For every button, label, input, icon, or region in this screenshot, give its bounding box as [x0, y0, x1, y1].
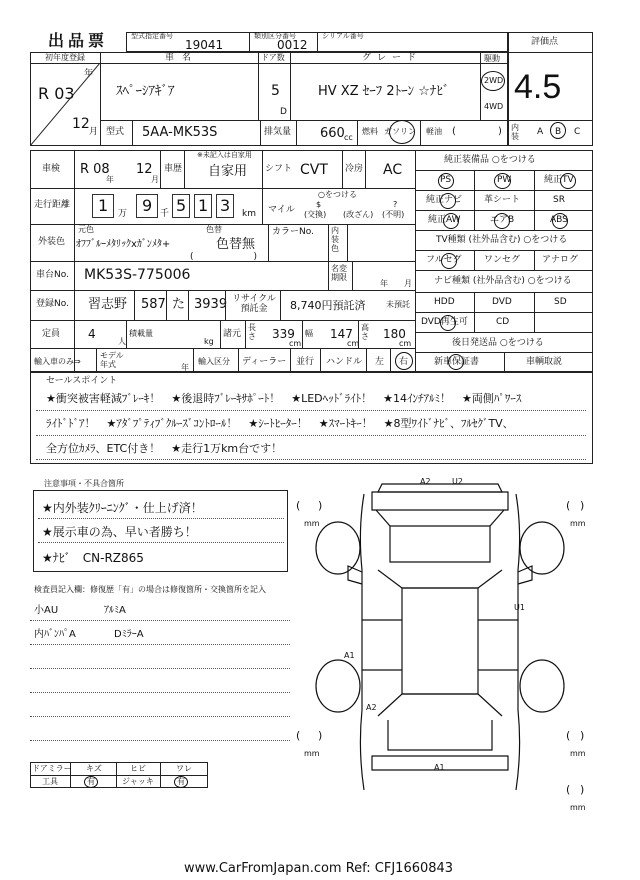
ac: AC: [383, 162, 403, 178]
color-label: 外装色: [38, 237, 66, 247]
length-unit: cm: [289, 339, 302, 348]
inspection-month-unit: 月: [151, 175, 159, 184]
navi-sd: SD: [554, 297, 567, 307]
name-change-month: 月: [404, 279, 412, 288]
sales-line-1: ★衝突被害軽減ﾌﾞﾚｰｷ！ ★後退時ﾌﾞﾚｰｷｻﾎﾟｰﾄ！ ★LEDﾍｯﾄﾞﾗｲﾄ！ ★14ｲﾝﾁｱﾙﾐ！ ★両側ﾊﾟﾜｰｽ: [46, 392, 522, 405]
mark-a2-rear: A2: [366, 703, 377, 712]
tread-spare-close: ): [580, 783, 585, 796]
usage: 自家用: [208, 164, 248, 179]
inspector-1a: 小AU: [34, 605, 59, 616]
tv-full: フルセグ: [426, 255, 462, 265]
capacity-label: 定員: [42, 329, 61, 339]
eq-ps: PS: [440, 175, 452, 185]
tread-spare-open: (: [566, 783, 571, 796]
tamper: (改ざん): [343, 210, 374, 219]
mileage-digit-3: 5: [176, 196, 187, 215]
mileage-digit-4: 1: [198, 196, 209, 215]
docs-manual: 車輌取説: [526, 357, 563, 367]
legend-tools: 工具: [42, 777, 58, 786]
drive-4wd: 4WD: [484, 102, 504, 111]
legend-mirror: ドアミラー: [32, 764, 72, 773]
color-change: 色替無: [216, 237, 256, 252]
mileage-km: km: [242, 209, 256, 219]
legend-scratch: キズ: [86, 764, 102, 773]
eq-tv-circle: [560, 173, 576, 189]
width-unit: cm: [347, 339, 360, 348]
doors-label: ドア数: [261, 53, 285, 62]
eq-sr: SR: [553, 195, 565, 205]
mileage-label: 走行距離: [34, 200, 71, 210]
car-name-label: 車名: [165, 53, 200, 63]
width-label: 幅: [305, 329, 313, 338]
inspector-2a: 内ﾊﾞﾝﾊﾟA: [34, 629, 76, 640]
legend-break: ワレ: [176, 764, 192, 773]
capacity: 4: [88, 327, 96, 341]
height-label: 高さ: [361, 323, 369, 341]
legend-jack: ジャッキ: [122, 777, 154, 786]
plate-label: 登録No.: [36, 299, 69, 309]
type: 5AA-MK53S: [142, 125, 218, 140]
year-unit: 年: [84, 69, 94, 79]
interior-a: A: [537, 127, 544, 137]
inspector-label: 検査員記入欄：修復歴「有」の場合は修復箇所・交換箇所を記入: [34, 585, 266, 594]
dealer: ディーラー: [242, 357, 287, 367]
mileage-sen: 千: [160, 209, 170, 219]
mark-u1-side: U1: [514, 603, 525, 612]
interior-c: C: [574, 127, 581, 137]
tread-fl-close: ): [318, 499, 323, 512]
mileage-man: 万: [118, 209, 128, 219]
fuel-diesel: 軽油: [426, 127, 442, 136]
capacity-unit: 人: [118, 337, 126, 346]
form-title: 出品票: [48, 31, 109, 50]
eq-aw-circle: [443, 213, 459, 229]
note-line-1: ★内外装ｸﾘｰﾆﾝｸﾞ・仕上げ済！: [42, 501, 203, 515]
serial-label: シリアル番号: [322, 32, 364, 40]
unknown: (不明): [382, 210, 405, 219]
eq-airbag-circle: [494, 213, 510, 229]
import-label: 輸入車のみ⇒: [34, 357, 81, 366]
grade-score: 4.5: [514, 68, 562, 106]
grade-label: グレード: [362, 53, 423, 63]
shift: CVT: [300, 162, 328, 178]
color-no-label: カラーNo.: [272, 227, 314, 237]
mark-a2-front: A2: [420, 477, 431, 486]
tread-rl-unit: mm: [304, 749, 320, 758]
footer-ref: www.CarFromJapan.com Ref: CFJ1660843: [184, 861, 454, 876]
plate-class: 587: [141, 297, 166, 312]
plate-number: 3939: [194, 297, 228, 312]
dims-label: 諸元: [223, 329, 242, 339]
mark-a1-side: A1: [344, 651, 355, 660]
inspection-label: 車検: [42, 164, 61, 174]
tread-rl-open: (: [296, 729, 301, 742]
drive-2wd: 2WD: [484, 76, 504, 85]
fuel-bracket-open: (: [452, 126, 456, 137]
tv-one: ワンセグ: [484, 255, 521, 265]
month-unit: 月: [89, 127, 99, 137]
height: 180: [383, 327, 406, 341]
eq-ps-circle: [438, 173, 454, 189]
legend-crack: ヒビ: [130, 764, 146, 773]
recycle-amount: 8,740円預託済: [290, 299, 366, 312]
height-unit: cm: [399, 339, 412, 348]
model-year-unit: 年: [181, 363, 189, 372]
note-line-2: ★展示車の為、早い者勝ち！: [42, 525, 197, 539]
genuine-title: 純正装備品 ○をつける: [444, 155, 536, 165]
chassis-label: 車台No.: [36, 270, 69, 280]
mileage-digit-2: 9: [142, 196, 153, 215]
class-code: 0012: [277, 38, 308, 52]
displacement-label: 排気量: [264, 127, 292, 137]
car-name: ｽﾍﾟｰｼｱｷﾞｱ: [116, 84, 175, 99]
notes-label: 注意事項・不具合箇所: [44, 479, 124, 488]
interior-label: 内装: [511, 123, 519, 141]
docs-warranty-circle: [448, 354, 464, 370]
legend-tools-val: 有: [87, 777, 95, 786]
tread-fl-open: (: [296, 499, 301, 512]
displacement: 660: [320, 126, 345, 141]
fuel-bracket-close: ): [498, 126, 502, 137]
mark-u2-front: U2: [452, 477, 463, 486]
model-code-label: 型式指定番号: [131, 32, 173, 40]
chassis: MK53S-775006: [84, 267, 191, 283]
interior-color-label: 内装色: [331, 226, 339, 253]
navi-hdd: HDD: [434, 297, 455, 307]
plate-kana: た: [172, 297, 186, 312]
docs-warranty: 新車保証書: [434, 357, 480, 367]
grade-score-label: 評価点: [531, 37, 559, 47]
handle-left: 左: [375, 357, 385, 367]
eq-navi-circle: [440, 193, 456, 209]
door-type: D: [280, 107, 287, 117]
handle-label: ハンドル: [326, 357, 363, 367]
doors: 5: [271, 83, 280, 99]
displacement-unit: cc: [344, 133, 353, 142]
mileage-digit-5: 3: [220, 196, 231, 215]
fuel-gas: ガソリン: [384, 127, 416, 136]
tread-fr-unit: mm: [570, 519, 586, 528]
ac-label: 冷房: [345, 164, 364, 174]
inspection-month: 12: [136, 162, 153, 177]
inspector-2b: DﾐﾗｰA: [114, 629, 144, 640]
inspector-1b: ｱﾙﾐA: [104, 605, 126, 616]
mile-check-label: ○をつける: [318, 190, 357, 199]
tread-rr-open: (: [566, 729, 571, 742]
eq-airbag: エアB: [490, 215, 515, 225]
model-year-label: モデル年式: [100, 351, 124, 369]
import-type-label: 輸入区分: [198, 357, 230, 366]
tread-rr-unit: mm: [570, 749, 586, 758]
model-code: 19041: [185, 38, 224, 52]
tv-full-circle: [441, 253, 457, 269]
drive-label: 駆動: [484, 54, 500, 63]
navi-title: ナビ種類 (社外品含む) ○をつける: [434, 276, 572, 286]
navi-dvd-play: DVD再生可: [421, 317, 468, 327]
load-unit: kg: [204, 337, 214, 346]
navi-dvd: DVD: [492, 297, 512, 307]
tv-analog: アナログ: [542, 255, 579, 265]
first-reg-year: R 03: [38, 84, 75, 103]
eq-aw: 純正AW: [428, 215, 461, 225]
car-damage-diagram: [292, 470, 592, 820]
interior-circle: [550, 122, 566, 139]
recycle-none: 未預託: [386, 300, 410, 309]
tread-fr-close: ): [580, 499, 585, 512]
sales-line-3: 全方位ｶﾒﾗ、ETC付き！ ★走行1万km台です！: [46, 442, 283, 455]
grade: HV XZ ｾｰﾌ 2ﾄｰﾝ ☆ﾅﾋﾞ: [318, 84, 450, 99]
mark-a1-rear: A1: [434, 763, 445, 772]
eq-pw: PW: [497, 175, 512, 185]
color-change-label: 色替: [206, 225, 222, 234]
eq-abs-circle: [552, 213, 568, 229]
eq-leather: 革シート: [484, 195, 521, 205]
mileage-digit-1: 1: [98, 196, 109, 215]
recycle-label: リサイクル預託金: [232, 294, 276, 314]
orig-color-label: 元色: [78, 225, 94, 234]
name-change-label: 名変期限: [331, 264, 347, 282]
plate-area: 習志野: [88, 297, 128, 312]
fuel-circle: [389, 120, 415, 144]
note-line-3: ★ﾅﾋﾞ CN-RZ865: [42, 551, 144, 565]
unknown-q: ?: [393, 200, 398, 209]
tread-rr-close: ): [580, 729, 585, 742]
eq-navi: 純正ナビ: [426, 195, 463, 205]
mile: マイル: [268, 205, 295, 215]
tread-spare-unit: mm: [570, 803, 586, 812]
handle-right: 右: [399, 357, 409, 367]
exchange-dollar: $: [316, 200, 322, 209]
sales-line-2: ﾗｲﾄﾞﾄﾞｱ！ ★ｱﾀﾞﾌﾟﾃｨﾌﾞｸﾙｰｽﾞｺﾝﾄﾛｰﾙ！ ★ｼｰﾄﾋｰﾀｰ！ ★ｽﾏｰﾄｷｰ！ ★8型ﾜｲﾄﾞﾅﾋﾞ、ﾌﾙｾｸﾞTV、: [46, 417, 514, 430]
inspection-year-unit: 年: [106, 175, 114, 184]
shift-label: シフト: [265, 164, 293, 174]
type-label: 型式: [106, 127, 125, 137]
class-code-label: 類別区分番号: [254, 32, 296, 40]
parallel: 並行: [296, 357, 315, 367]
interior-b: B: [555, 127, 562, 137]
exchange: (交換): [304, 210, 327, 219]
usage-note: ※未記入は自家用: [197, 151, 252, 159]
length: 339: [272, 327, 295, 341]
navi-cd: CD: [496, 317, 510, 327]
load-label: 積載量: [129, 329, 153, 338]
handle-circle: [395, 352, 413, 370]
first-reg-label: 初年度登録: [45, 53, 85, 62]
sales-points-label: セールスポイント: [46, 376, 118, 386]
tv-title: TV種類 (社外品含む) ○をつける: [436, 235, 568, 245]
width: 147: [330, 327, 353, 341]
tread-fr-open: (: [566, 499, 571, 512]
first-reg-month: 12: [72, 116, 90, 132]
eq-pw-circle: [494, 173, 511, 189]
tread-fl-unit: mm: [304, 519, 320, 528]
length-label: 長さ: [248, 323, 256, 341]
orig-color: ｵﾌﾌﾞﾙｰﾒﾀﾘｯｸxｶﾞﾝﾒﾀ+: [76, 239, 171, 250]
tread-rl-close: ): [318, 729, 323, 742]
usage-label: 車歴: [164, 164, 183, 174]
inspection-year: R 08: [80, 162, 110, 177]
fuel-label: 燃料: [362, 127, 378, 136]
eq-tv: 純正TV: [544, 175, 574, 185]
legend-jack-val: 有: [177, 777, 185, 786]
navi-dvd-play-circle: [440, 315, 456, 331]
eq-abs: ABS: [550, 215, 568, 225]
name-change-year: 年: [380, 279, 388, 288]
docs-title: 後日発送品 ○をつける: [452, 338, 544, 348]
